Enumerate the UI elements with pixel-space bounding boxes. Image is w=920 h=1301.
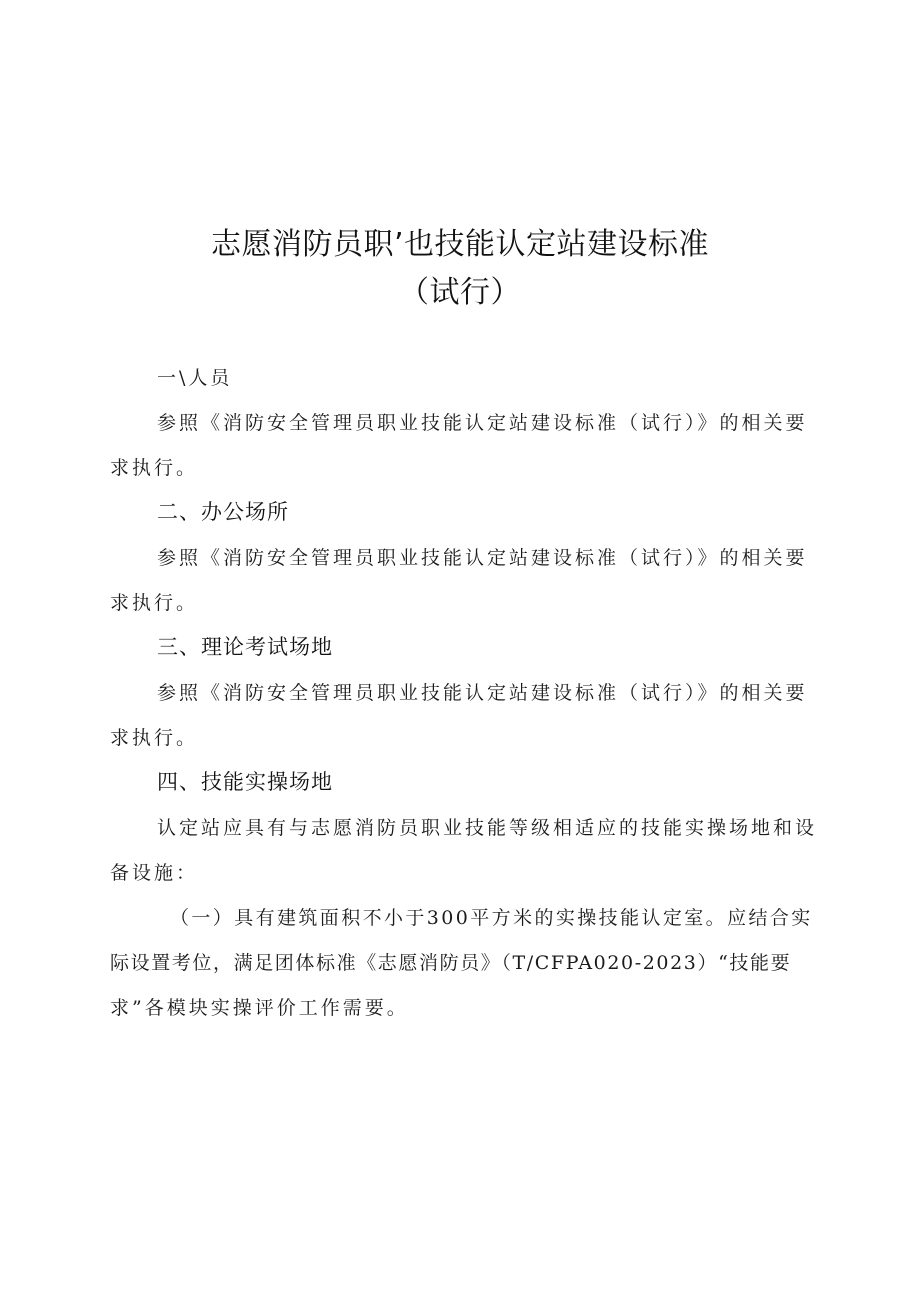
section-3-line-1: 参照《消防安全管理员职业技能认定站建设标准（试行）》的相关要 [157,682,808,704]
section-3-line-2: 求执行。 [110,727,199,749]
document-subtitle: （试行） [399,275,521,310]
item-1-line-1: （一）具有建筑面积不小于300平方米的实操技能认定室。应结合实 [170,907,813,929]
section-2-line-2: 求执行。 [110,592,199,614]
section-2-line-1: 参照《消防安全管理员职业技能认定站建设标准（试行）》的相关要 [157,547,808,569]
section-heading-personnel: 一\人员 [157,367,233,389]
item-1-line-3: 求”各模块实操评价工作需要。 [110,997,409,1019]
item-1-line-2: 际设置考位，满足团体标准《志愿消防员》（T/CFPA020-2023）“技能要 [110,952,792,974]
section-heading-practical: 四、技能实操场地 [157,770,333,794]
section-4-line-1: 认定站应具有与志愿消防员职业技能等级相适应的技能实操场地和设 [157,817,818,839]
section-1-line-2: 求执行。 [110,457,199,479]
section-1-line-1: 参照《消防安全管理员职业技能认定站建设标准（试行）》的相关要 [157,412,808,434]
section-heading-theory-exam: 三、理论考试场地 [157,635,333,659]
document-title: 志愿消防员职’也技能认定站建设标准 [210,227,710,262]
section-heading-office: 二、办公场所 [157,500,289,524]
section-4-line-2: 备设施： [110,862,199,884]
